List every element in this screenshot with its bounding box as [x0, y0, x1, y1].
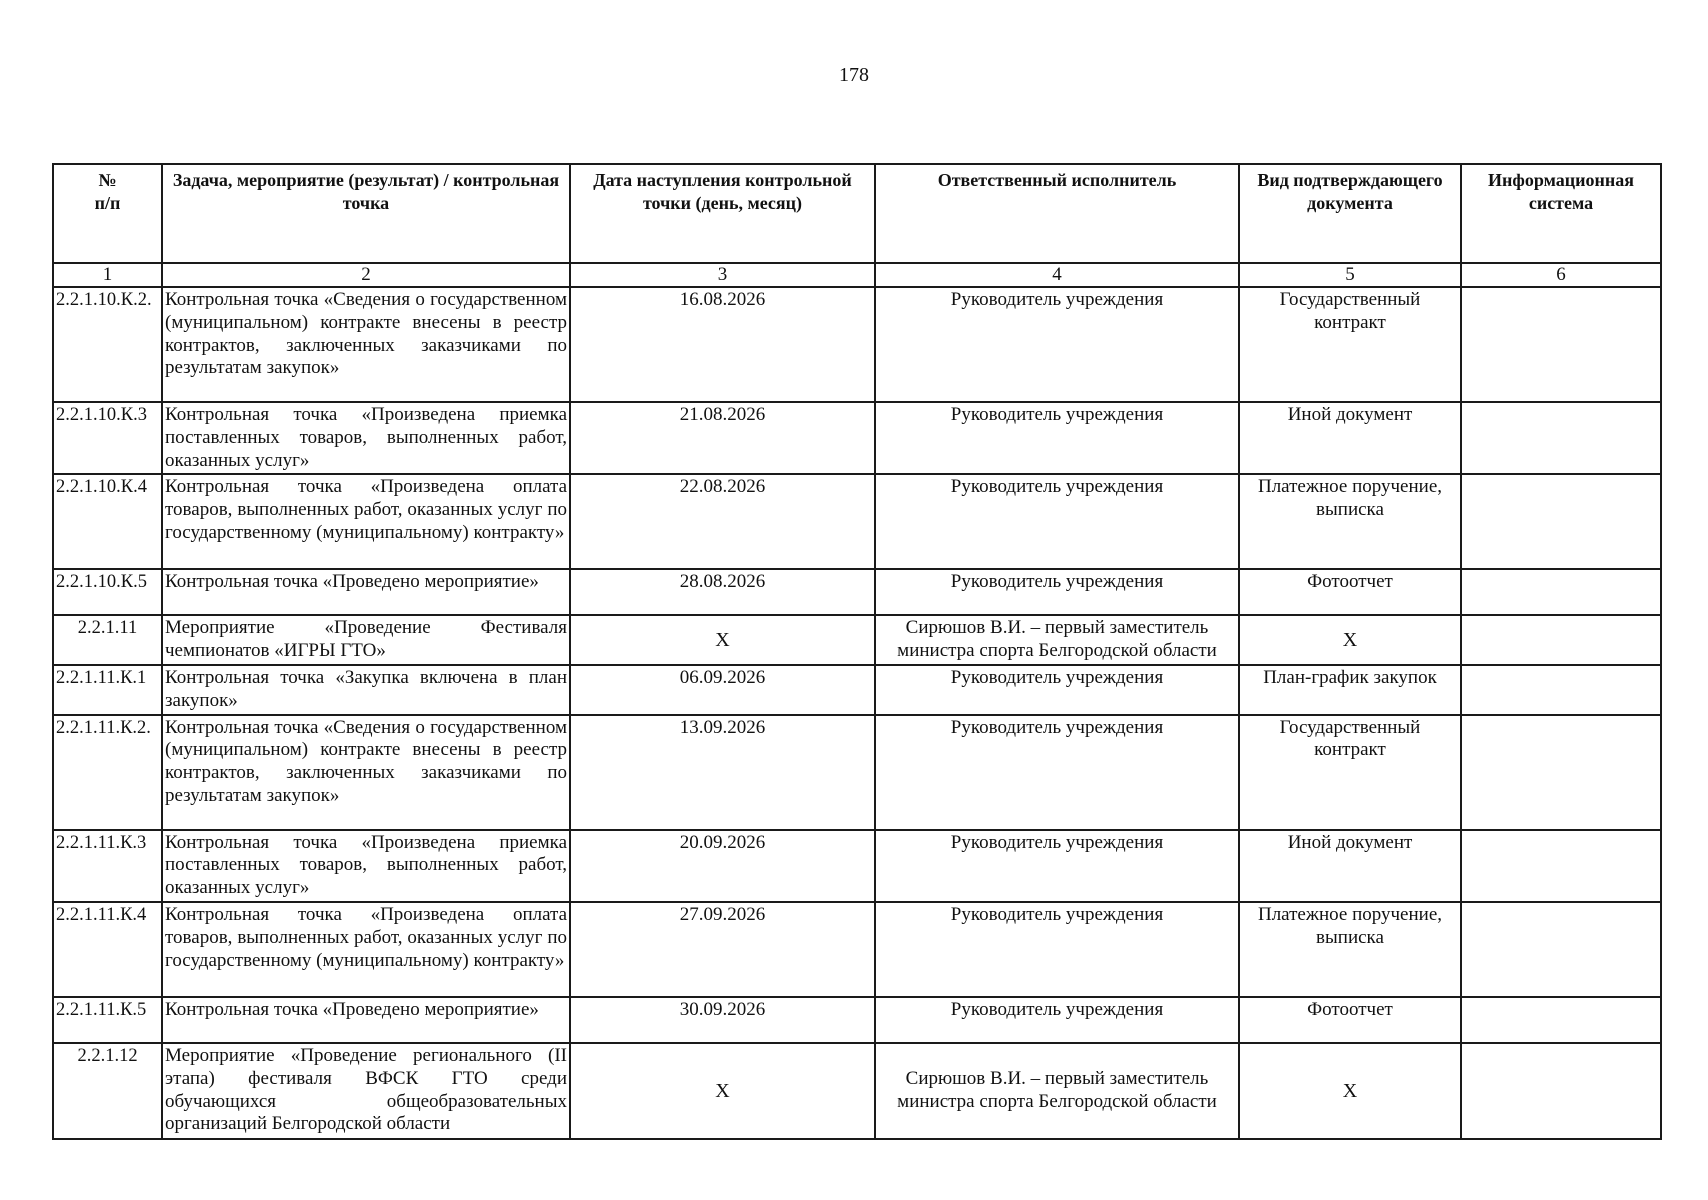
row-executor: Руководитель учреждения: [875, 474, 1239, 569]
row-task: Контрольная точка «Закупка включена в план закупок»: [162, 665, 570, 715]
column-number: 4: [875, 263, 1239, 287]
row-task: Контрольная точка «Сведения о государственном (муниципальном) контракте внесены в реестр контрактов, заключенных заказчиками по результатам закупок»: [162, 287, 570, 402]
table-row: [53, 474, 1661, 569]
header-system: Информационная система: [1461, 164, 1661, 263]
table-row: [53, 1043, 1661, 1139]
table-header-row: [53, 164, 1661, 263]
row-task: Контрольная точка «Произведена оплата товаров, выполненных работ, оказанных услуг по государственному (муниципальному) контракту»: [162, 902, 570, 997]
row-task: Мероприятие «Проведение регионального (II этапа) фестиваля ВФСК ГТО среди обучающихся общеобразовательных организаций Белгородской области: [162, 1043, 570, 1139]
row-task: Контрольная точка «Произведена приемка поставленных товаров, выполненных работ, оказанных услуг»: [162, 402, 570, 474]
table-row: [53, 287, 1661, 402]
table-row: [53, 830, 1661, 902]
row-document: Иной документ: [1239, 830, 1461, 902]
row-number: 2.2.1.12: [53, 1043, 162, 1139]
header-document: Вид подтверждающего документа: [1239, 164, 1461, 263]
table-row: [53, 665, 1661, 715]
row-document: План-график закупок: [1239, 665, 1461, 715]
row-date: 28.08.2026: [570, 569, 875, 615]
row-system: [1461, 569, 1661, 615]
row-document: Платежное поручение, выписка: [1239, 474, 1461, 569]
row-executor: Руководитель учреждения: [875, 402, 1239, 474]
column-number: 3: [570, 263, 875, 287]
row-document: Государственный контракт: [1239, 287, 1461, 402]
row-date: 20.09.2026: [570, 830, 875, 902]
row-system: [1461, 287, 1661, 402]
table-row: [53, 715, 1661, 830]
row-document: Х: [1239, 615, 1461, 665]
row-number: 2.2.1.11.К.2.: [53, 715, 162, 830]
row-document: Государственный контракт: [1239, 715, 1461, 830]
header-task: Задача, мероприятие (результат) / контрольная точка: [162, 164, 570, 263]
row-task: Контрольная точка «Произведена оплата товаров, выполненных работ, оказанных услуг по государственному (муниципальному) контракту»: [162, 474, 570, 569]
table-row: [53, 569, 1661, 615]
column-number: 2: [162, 263, 570, 287]
row-task: Контрольная точка «Сведения о государственном (муниципальном) контракте внесены в реестр контрактов, заключенных заказчиками по результатам закупок»: [162, 715, 570, 830]
control-points-table: [52, 163, 1662, 1140]
row-document: Платежное поручение, выписка: [1239, 902, 1461, 997]
row-date: 13.09.2026: [570, 715, 875, 830]
row-executor: Сирюшов В.И. – первый заместитель министра спорта Белгородской области: [875, 1043, 1239, 1139]
row-task: Контрольная точка «Проведено мероприятие»: [162, 997, 570, 1043]
row-system: [1461, 715, 1661, 830]
row-executor: Руководитель учреждения: [875, 997, 1239, 1043]
row-number: 2.2.1.10.К.4: [53, 474, 162, 569]
row-number: 2.2.1.11: [53, 615, 162, 665]
row-system: [1461, 902, 1661, 997]
row-date: 30.09.2026: [570, 997, 875, 1043]
row-date: Х: [570, 1043, 875, 1139]
row-document: Фотоотчет: [1239, 997, 1461, 1043]
table-row: [53, 615, 1661, 665]
row-executor: Руководитель учреждения: [875, 665, 1239, 715]
row-number: 2.2.1.11.К.5: [53, 997, 162, 1043]
header-num: № п/п: [53, 164, 162, 263]
row-system: [1461, 997, 1661, 1043]
row-number: 2.2.1.10.К.3: [53, 402, 162, 474]
column-number: 1: [53, 263, 162, 287]
row-number: 2.2.1.11.К.1: [53, 665, 162, 715]
row-executor: Сирюшов В.И. – первый заместитель министра спорта Белгородской области: [875, 615, 1239, 665]
row-date: Х: [570, 615, 875, 665]
row-system: [1461, 1043, 1661, 1139]
row-document: Фотоотчет: [1239, 569, 1461, 615]
row-number: 2.2.1.10.К.5: [53, 569, 162, 615]
row-number: 2.2.1.11.К.4: [53, 902, 162, 997]
row-date: 16.08.2026: [570, 287, 875, 402]
row-date: 27.09.2026: [570, 902, 875, 997]
table-row: [53, 997, 1661, 1043]
row-executor: Руководитель учреждения: [875, 287, 1239, 402]
row-executor: Руководитель учреждения: [875, 830, 1239, 902]
page-number: 178: [839, 64, 869, 86]
header-executor: Ответственный исполнитель: [875, 164, 1239, 263]
row-document: Иной документ: [1239, 402, 1461, 474]
row-system: [1461, 665, 1661, 715]
table-row: [53, 402, 1661, 474]
row-system: [1461, 615, 1661, 665]
row-number: 2.2.1.11.К.3: [53, 830, 162, 902]
table-body: [53, 263, 1661, 1139]
column-number-row: [53, 263, 1661, 287]
table-row: [53, 902, 1661, 997]
row-date: 22.08.2026: [570, 474, 875, 569]
column-number: 5: [1239, 263, 1461, 287]
row-document: Х: [1239, 1043, 1461, 1139]
row-task: Контрольная точка «Произведена приемка поставленных товаров, выполненных работ, оказанных услуг»: [162, 830, 570, 902]
row-system: [1461, 474, 1661, 569]
row-executor: Руководитель учреждения: [875, 569, 1239, 615]
row-executor: Руководитель учреждения: [875, 902, 1239, 997]
row-task: Контрольная точка «Проведено мероприятие»: [162, 569, 570, 615]
row-number: 2.2.1.10.К.2.: [53, 287, 162, 402]
row-system: [1461, 830, 1661, 902]
header-date: Дата наступления контрольной точки (день, месяц): [570, 164, 875, 263]
row-task: Мероприятие «Проведение Фестиваля чемпионатов «ИГРЫ ГТО»: [162, 615, 570, 665]
row-date: 06.09.2026: [570, 665, 875, 715]
row-date: 21.08.2026: [570, 402, 875, 474]
row-executor: Руководитель учреждения: [875, 715, 1239, 830]
column-number: 6: [1461, 263, 1661, 287]
row-system: [1461, 402, 1661, 474]
